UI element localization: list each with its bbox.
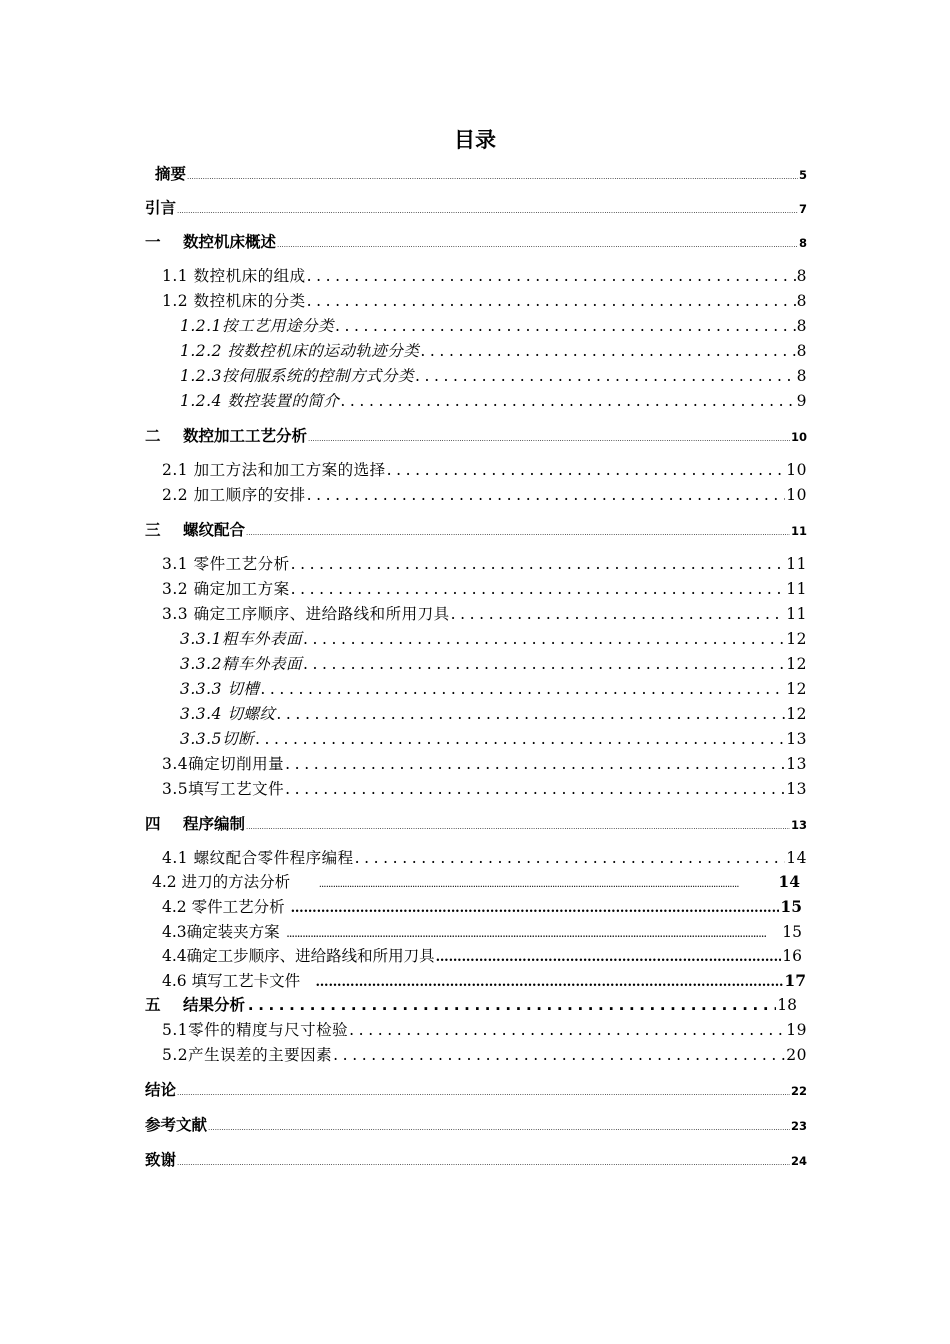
toc-entry-label: 3.3.3 切槽 (180, 680, 260, 698)
toc-entry-page: 10 (786, 461, 807, 479)
toc-entry-label: 程序编制 (183, 815, 246, 833)
dot-leader (255, 730, 785, 748)
dot-leader (177, 1159, 790, 1167)
toc-entry-label: 数控加工工艺分析 (183, 427, 308, 445)
toc-section-5-2[interactable] (162, 1043, 807, 1067)
toc-entry-label: 4.3确定装夹方案 (162, 923, 280, 941)
dot-leader (451, 605, 786, 623)
chapter-number: 二 (145, 427, 161, 445)
toc-entry-label: 4.2 进刀的方法分析 (152, 873, 291, 891)
toc-title: 目录 (454, 128, 496, 152)
toc-entry-page: 13 (790, 818, 807, 832)
toc-entry-label: 结果分析 (183, 996, 246, 1014)
toc-entry-page: 18 (777, 996, 797, 1014)
toc-entry-page: 8 (798, 236, 807, 250)
dot-leader (340, 392, 795, 410)
toc-entry-page: 13 (786, 755, 807, 773)
dot-leader (307, 292, 796, 310)
toc-entry-label: 4.6 填写工艺卡文件 (162, 972, 301, 990)
dot-leader (303, 630, 785, 648)
toc-entry-label: 1.2 数控机床的分类 (162, 292, 306, 310)
dot-leader (291, 901, 780, 916)
toc-entry-page: 15 (782, 923, 802, 941)
toc-entry-label: 3.3.1粗车外表面 (180, 630, 302, 648)
toc-section-2-1[interactable] (162, 458, 807, 482)
toc-entry-label: 3.3.5切断 (180, 730, 254, 748)
toc-entry-references[interactable] (145, 1113, 807, 1137)
toc-subsection-1-2-3[interactable] (180, 364, 807, 388)
toc-entry-page: 17 (784, 971, 806, 990)
toc-section-1-1[interactable] (162, 264, 807, 288)
dot-leader (246, 529, 790, 537)
dot-leader (333, 1046, 785, 1064)
toc-entry-label: 致谢 (145, 1151, 177, 1169)
toc-section-4-2-b[interactable] (162, 895, 802, 919)
dot-leader (291, 580, 786, 598)
toc-subsection-3-3-5[interactable] (180, 727, 807, 751)
toc-section-3-2[interactable] (162, 577, 807, 601)
toc-entry-label: 2.1 加工方法和加工方案的选择 (162, 461, 386, 479)
toc-entry-page: 22 (790, 1084, 807, 1098)
toc-entry-page: 12 (786, 630, 807, 648)
toc-entry-label: 4.2 零件工艺分析 (162, 898, 285, 916)
toc-chapter-2[interactable] (145, 424, 807, 448)
dot-leader (436, 950, 782, 965)
dot-leader (319, 880, 777, 889)
toc-entry-page: 12 (786, 705, 807, 723)
toc-entry-label: 摘要 (155, 165, 187, 183)
dot-leader (291, 555, 786, 573)
toc-entry-page: 12 (786, 680, 807, 698)
toc-section-1-2[interactable] (162, 289, 807, 313)
dot-leader (307, 486, 786, 504)
dot-leader (335, 317, 796, 335)
toc-entry-page: 10 (786, 486, 807, 504)
toc-entry-label: 2.2 加工顺序的安排 (162, 486, 306, 504)
dot-leader (303, 655, 785, 673)
toc-entry-label: 3.3.2精车外表面 (180, 655, 302, 673)
dot-leader (387, 461, 786, 479)
dot-leader (315, 975, 783, 990)
toc-section-4-4[interactable] (162, 944, 802, 968)
toc-entry-page: 12 (786, 655, 807, 673)
toc-entry-label: 5.2产生误差的主要因素 (162, 1046, 333, 1064)
dot-leader (285, 780, 785, 798)
toc-section-3-3[interactable] (162, 602, 807, 626)
dot-leader (349, 1021, 785, 1039)
dot-leader (248, 996, 776, 1014)
toc-section-4-3[interactable] (162, 920, 802, 944)
toc-entry-abstract[interactable] (155, 162, 807, 186)
dot-leader (177, 207, 798, 215)
toc-entry-label: 1.2.3按伺服系统的控制方式分类 (180, 367, 414, 385)
toc-subsection-3-3-3[interactable] (180, 677, 807, 701)
toc-entry-label: 螺纹配合 (183, 521, 246, 539)
toc-entry-page: 14 (778, 872, 800, 891)
dot-leader (177, 1089, 790, 1097)
toc-entry-label: 3.5填写工艺文件 (162, 780, 285, 798)
toc-entry-page: 11 (786, 605, 807, 623)
toc-entry-page: 15 (780, 897, 802, 916)
toc-entry-label: 1.2.4 数控装置的简介 (180, 392, 340, 410)
dot-leader (355, 849, 786, 867)
dot-leader (276, 705, 785, 723)
toc-entry-page: 10 (790, 430, 807, 444)
toc-subsection-1-2-1[interactable] (180, 314, 807, 338)
toc-entry-label: 1.1 数控机床的组成 (162, 267, 306, 285)
toc-chapter-5[interactable] (145, 993, 797, 1017)
toc-entry-intro[interactable] (145, 196, 807, 220)
toc-section-3-5[interactable] (162, 777, 807, 801)
dot-leader (246, 823, 790, 831)
toc-entry-page: 19 (786, 1021, 807, 1039)
toc-entry-page: 11 (790, 524, 807, 538)
toc-entry-page: 11 (786, 580, 807, 598)
toc-entry-page: 24 (790, 1154, 807, 1168)
toc-section-3-1[interactable] (162, 552, 807, 576)
toc-entry-page: 9 (796, 392, 807, 410)
toc-section-3-4[interactable] (162, 752, 807, 776)
toc-entry-page: 8 (796, 317, 807, 335)
toc-entry-label: 1.2.1按工艺用途分类 (180, 317, 334, 335)
toc-entry-page: 7 (798, 202, 807, 216)
toc-section-5-1[interactable] (162, 1018, 807, 1042)
toc-entry-label: 3.1 零件工艺分析 (162, 555, 290, 573)
toc-subsection-1-2-2[interactable] (180, 339, 807, 363)
toc-entry-page: 13 (786, 730, 807, 748)
toc-entry-label: 4.1 螺纹配合零件程序编程 (162, 849, 354, 867)
toc-entry-page: 23 (790, 1119, 807, 1133)
toc-section-4-1[interactable] (162, 846, 807, 870)
toc-entry-page: 11 (786, 555, 807, 573)
dot-leader (307, 267, 796, 285)
toc-entry-page: 8 (796, 342, 807, 360)
toc-entry-label: 结论 (145, 1081, 177, 1099)
toc-chapter-4[interactable] (145, 812, 807, 836)
toc-entry-acknowledgements[interactable] (145, 1148, 807, 1172)
toc-subsection-3-3-1[interactable] (180, 627, 807, 651)
dot-leader (420, 342, 795, 360)
toc-entry-page: 8 (796, 267, 807, 285)
toc-chapter-3[interactable] (145, 518, 807, 542)
dot-leader (285, 755, 785, 773)
dot-leader (415, 367, 796, 385)
toc-entry-page: 13 (786, 780, 807, 798)
dot-leader (208, 1124, 790, 1132)
dot-leader (308, 435, 790, 443)
toc-section-2-2[interactable] (162, 483, 807, 507)
toc-entry-page: 20 (786, 1046, 807, 1064)
toc-entry-page: 8 (796, 367, 807, 385)
chapter-number: 五 (145, 996, 161, 1014)
toc-entry-page: 8 (796, 292, 807, 310)
toc-entry-label: 数控机床概述 (183, 233, 277, 251)
dot-leader (187, 173, 798, 181)
toc-chapter-1[interactable] (145, 230, 807, 254)
chapter-number: 四 (145, 815, 161, 833)
toc-section-4-6[interactable] (162, 969, 806, 993)
toc-entry-label: 3.2 确定加工方案 (162, 580, 290, 598)
toc-entry-label: 参考文献 (145, 1116, 208, 1134)
toc-entry-label: 3.3 确定工序顺序、进给路线和所用刀具 (162, 605, 450, 623)
toc-entry-label: 3.4确定切削用量 (162, 755, 285, 773)
toc-subsection-3-3-4[interactable] (180, 702, 807, 726)
toc-entry-label: 1.2.2 按数控机床的运动轨迹分类 (180, 342, 420, 360)
chapter-number: 三 (145, 521, 161, 539)
dot-leader (277, 241, 798, 249)
dot-leader (260, 680, 785, 698)
dot-leader (287, 929, 782, 939)
toc-entry-label: 5.1零件的精度与尺寸检验 (162, 1021, 349, 1039)
toc-entry-label: 引言 (145, 199, 177, 217)
toc-subsection-3-3-2[interactable] (180, 652, 807, 676)
toc-entry-label: 4.4确定工步顺序、进给路线和所用刀具 (162, 947, 435, 965)
toc-entry-label: 3.3.4 切螺纹 (180, 705, 276, 723)
toc-entry-page: 16 (782, 947, 802, 965)
toc-subsection-1-2-4[interactable] (180, 389, 807, 413)
chapter-number: 一 (145, 233, 161, 251)
toc-entry-page: 14 (786, 849, 807, 867)
toc-section-4-2-a[interactable] (152, 870, 800, 894)
toc-entry-page: 5 (798, 168, 807, 182)
toc-entry-conclusion[interactable] (145, 1078, 807, 1102)
